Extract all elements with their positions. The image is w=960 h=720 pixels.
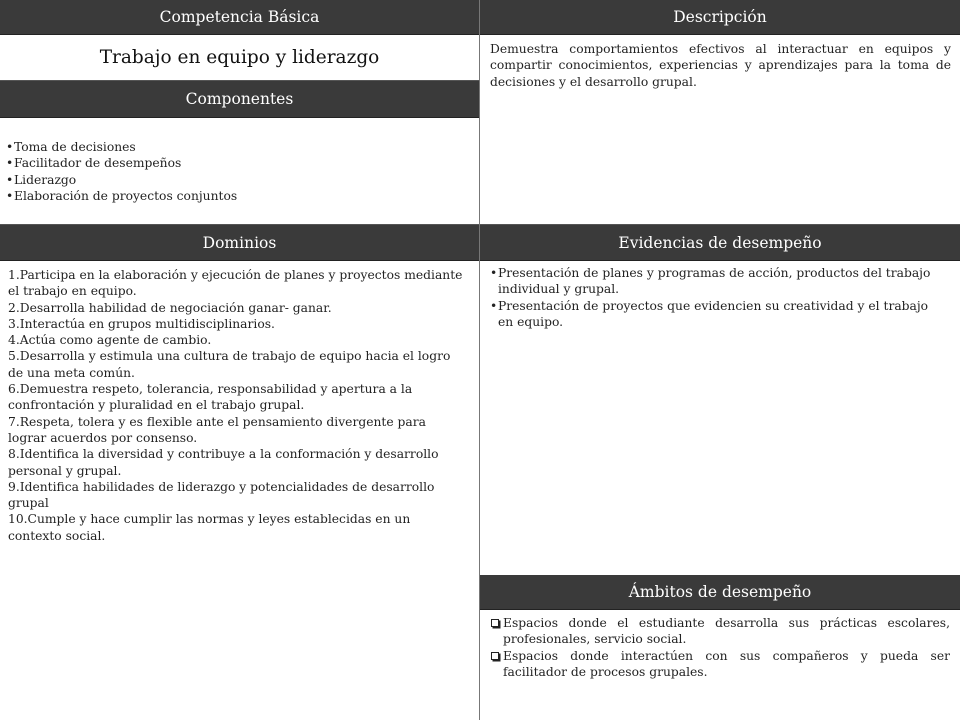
componentes-header: Componentes	[0, 81, 479, 118]
ambitos-header: Ámbitos de desempeño	[480, 575, 960, 610]
componentes-list	[0, 118, 479, 204]
ambitos-cell	[480, 610, 960, 720]
list-item: 6.Demuestra respeto, tolerancia, responsabilidad y apertura a la confrontación y pluralidad en el trabajo grupal.	[8, 382, 413, 413]
descripcion-text: Demuestra comportamientos efectivos al interactuar en equipos y compartir conocimientos, experiencias y aprendizajes para la toma de decisiones y el desarrollo grupal.	[490, 42, 951, 89]
list-item: 9.Identifica habilidades de liderazgo y potencialidades de desarrollo grupal	[8, 479, 435, 511]
checkbox-square-icon	[491, 652, 499, 660]
evidencia-text: Presentación de proyectos que evidencien su creatividad y el trabajo en equipo.	[498, 298, 929, 329]
list-item	[490, 648, 950, 681]
componentes-cell	[0, 118, 479, 225]
bullet-icon: •	[6, 188, 14, 203]
list-item	[490, 615, 950, 648]
list-item	[6, 139, 479, 155]
list-item: 7.Respeta, tolera y es flexible ante el pensamiento divergente para lograr acuerdos por consenso.	[8, 414, 426, 445]
ambito-text: Espacios donde el estudiante desarrolla sus prácticas escolares, profesionales, servicio social.	[503, 616, 950, 647]
evidencias-header: Evidencias de desempeño	[480, 225, 960, 261]
list-item: 2.Desarrolla habilidad de negociación ganar- ganar.	[8, 300, 332, 315]
descripcion-cell	[480, 35, 960, 225]
componente-text: Toma de decisiones	[14, 140, 136, 154]
list-item	[6, 188, 479, 204]
evidencias-cell	[480, 261, 960, 575]
dominios-cell	[0, 261, 479, 720]
ambitos-list	[480, 610, 960, 680]
right-column	[480, 0, 960, 720]
list-item	[6, 172, 479, 188]
dominios-list	[0, 261, 479, 544]
bullet-icon: •	[6, 172, 14, 187]
bullet-icon: •	[6, 140, 14, 154]
bullet-icon: •	[490, 266, 498, 280]
bullet-icon: •	[6, 156, 14, 171]
componente-text: Facilitador de desempeños	[14, 156, 182, 171]
competencia-title: Trabajo en equipo y liderazgo	[0, 35, 479, 81]
list-item: 10.Cumple y hace cumplir las normas y leyes establecidas en un contexto social.	[8, 512, 411, 543]
list-item: 8.Identifica la diversidad y contribuye a la conformación y desarrollo personal y grupal.	[8, 447, 439, 478]
list-item: 4.Actúa como agente de cambio.	[8, 333, 212, 348]
dominios-header: Dominios	[0, 225, 479, 261]
evidencias-list	[480, 261, 960, 330]
descripcion-header: Descripción	[480, 0, 960, 35]
competencia-header: Competencia Básica	[0, 0, 479, 35]
evidencia-text: Presentación de planes y programas de acción, productos del trabajo individual y grupal.	[498, 266, 931, 297]
list-item	[490, 265, 944, 298]
bullet-icon: •	[490, 298, 498, 313]
list-item	[490, 298, 944, 331]
checkbox-square-icon	[491, 619, 499, 627]
list-item	[6, 155, 479, 171]
componente-text: Liderazgo	[14, 172, 77, 187]
list-item: 5.Desarrolla y estimula una cultura de trabajo de equipo hacia el logro de una meta común.	[8, 349, 451, 380]
ambito-text: Espacios donde interactúen con sus compañeros y pueda ser facilitador de procesos grupales.	[503, 648, 950, 679]
list-item: 3.Interactúa en grupos multidisciplinarios.	[8, 316, 275, 331]
componente-text: Elaboración de proyectos conjuntos	[14, 188, 238, 203]
list-item: 1.Participa en la elaboración y ejecución de planes y proyectos mediante el trabajo en equipo.	[8, 268, 463, 299]
